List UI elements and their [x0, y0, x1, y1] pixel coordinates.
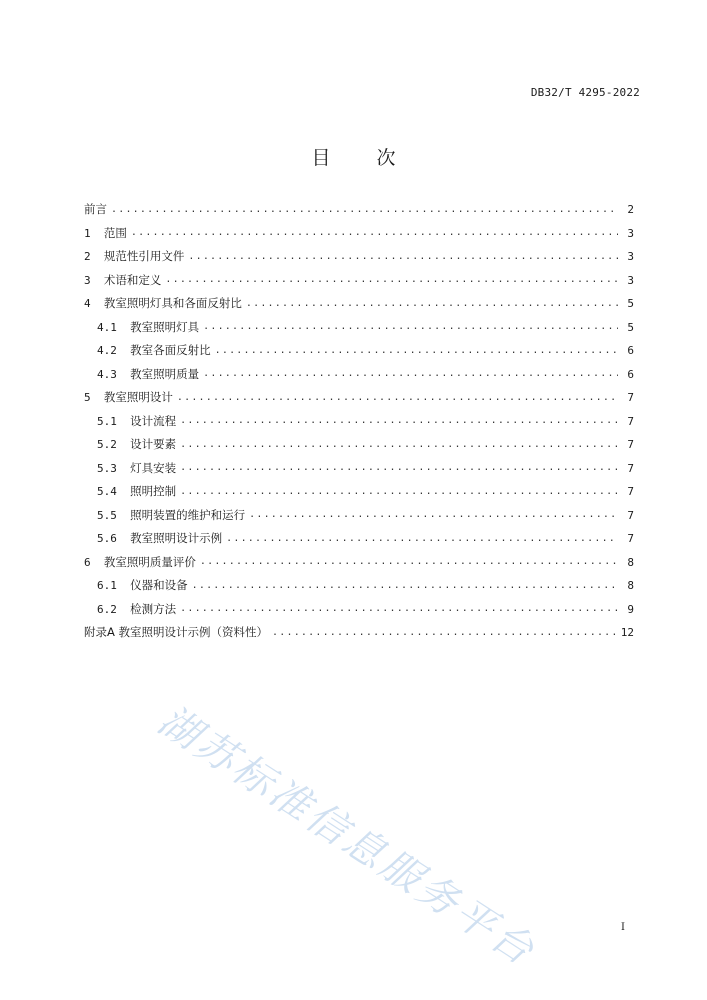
toc-entry-page: 8 — [627, 555, 634, 569]
toc-entry-label: 灯具安装 — [130, 460, 177, 475]
toc-entry[interactable] — [84, 574, 634, 598]
watermark: 湖苏标准信息服务平台 — [150, 697, 545, 976]
toc-entry-number: 4 — [84, 297, 104, 311]
toc-dot-leader — [215, 346, 618, 356]
toc-dot-leader — [111, 205, 618, 215]
toc-entry[interactable] — [84, 198, 634, 222]
toc-entry-label: 仪器和设备 — [130, 578, 188, 592]
toc-entry-number: 4.2 — [97, 344, 131, 358]
toc-entry-page: 7 — [627, 485, 634, 499]
toc-dot-leader — [246, 299, 618, 309]
toc-entry-label: 照明控制 — [130, 484, 177, 498]
page-number: I — [621, 922, 625, 933]
toc-entry-page: 3 — [627, 250, 634, 264]
toc-list — [84, 198, 634, 645]
toc-entry-page: 7 — [627, 438, 634, 452]
toc-dot-leader — [180, 463, 618, 473]
toc-dot-leader — [180, 416, 618, 426]
toc-entry-page: 2 — [627, 203, 634, 217]
toc-entry-label: 教室照明设计 — [103, 390, 173, 404]
toc-entry-page: 7 — [627, 532, 634, 546]
toc-entry-number: 4.1 — [97, 320, 131, 334]
toc-dot-leader — [203, 322, 618, 332]
toc-entry-number: 6 — [84, 555, 104, 569]
toc-entry-label: 设计流程 — [130, 413, 177, 428]
toc-entry-label: 设计要素 — [130, 437, 177, 451]
toc-entry-label: 教室照明质量 — [130, 366, 200, 381]
toc-entry-label: 教室照明设计示例 — [130, 531, 223, 545]
toc-dot-leader — [192, 581, 618, 591]
toc-entry-page: 9 — [627, 602, 634, 616]
toc-dot-leader — [180, 604, 618, 614]
toc-entry-number: 5.2 — [97, 438, 131, 452]
toc-entry-number: 5.5 — [97, 508, 131, 522]
toc-entry-label: 教室照明灯具和各面反射比 — [103, 296, 242, 310]
toc-dot-leader — [180, 440, 618, 450]
toc-entry-page: 7 — [627, 391, 634, 405]
toc-entry-label: 术语和定义 — [103, 272, 162, 287]
toc-entry[interactable] — [84, 316, 634, 340]
toc-entry[interactable] — [84, 386, 634, 410]
toc-entry-page: 8 — [627, 579, 634, 593]
toc-entry-label: 教室照明质量评价 — [103, 554, 196, 569]
toc-dot-leader — [200, 557, 618, 567]
toc-entry[interactable] — [84, 598, 634, 622]
toc-entry-page: 7 — [627, 414, 634, 428]
toc-entry[interactable] — [84, 363, 634, 387]
toc-entry-number: 2 — [84, 250, 104, 264]
toc-entry[interactable] — [84, 480, 634, 504]
toc-entry-label: 检测方法 — [130, 601, 177, 616]
toc-entry-label: 教室照明灯具 — [130, 319, 200, 334]
toc-entry[interactable] — [84, 551, 634, 575]
toc-entry[interactable] — [84, 269, 634, 293]
toc-entry-number: 5.4 — [97, 485, 131, 499]
toc-dot-leader — [203, 369, 618, 379]
toc-dot-leader — [188, 252, 618, 262]
toc-entry-label: 规范性引用文件 — [103, 249, 185, 263]
toc-dot-leader — [131, 228, 618, 238]
toc-entry-page: 7 — [627, 508, 634, 522]
toc-dot-leader — [165, 275, 618, 285]
toc-entry-label: 附录A 教室照明设计示例（资料性） — [84, 625, 269, 639]
toc-title: 目 次 — [311, 147, 416, 169]
toc-entry-page: 12 — [620, 626, 634, 640]
toc-entry-label: 照明装置的维护和运行 — [130, 507, 246, 522]
toc-entry[interactable] — [84, 527, 634, 551]
toc-entry[interactable] — [84, 621, 634, 645]
toc-entry-number: 4.3 — [97, 367, 131, 381]
toc-entry-number: 5.3 — [97, 461, 131, 475]
toc-entry-page: 3 — [627, 226, 634, 240]
toc-dot-leader — [272, 628, 617, 638]
toc-entry-page: 7 — [627, 461, 634, 475]
toc-entry[interactable] — [84, 292, 634, 316]
toc-dot-leader — [177, 393, 618, 403]
toc-entry-page: 6 — [627, 344, 634, 358]
toc-entry-page: 5 — [627, 297, 634, 311]
toc-entry[interactable] — [84, 222, 634, 246]
toc-dot-leader — [180, 487, 618, 497]
toc-entry-label: 范围 — [103, 225, 127, 240]
toc-entry-number: 6.1 — [97, 579, 131, 593]
toc-entry-number: 1 — [84, 226, 104, 240]
toc-entry[interactable] — [84, 339, 634, 363]
toc-entry[interactable] — [84, 245, 634, 269]
toc-dot-leader — [249, 510, 618, 520]
toc-entry-page: 5 — [627, 320, 634, 334]
toc-entry-page: 3 — [627, 273, 634, 287]
toc-entry[interactable] — [84, 433, 634, 457]
toc-entry[interactable] — [84, 504, 634, 528]
toc-entry-page: 6 — [627, 367, 634, 381]
toc-entry[interactable] — [84, 457, 634, 481]
toc-entry[interactable] — [84, 410, 634, 434]
toc-entry-number: 3 — [84, 273, 104, 287]
toc-entry-number: 5 — [84, 391, 104, 405]
toc-entry-number: 5.6 — [97, 532, 131, 546]
document-code: DB32/T 4295-2022 — [530, 86, 640, 99]
toc-dot-leader — [226, 534, 618, 544]
toc-entry-label: 教室各面反射比 — [130, 343, 211, 357]
toc-entry-label: 前言 — [84, 202, 107, 216]
toc-entry-number: 6.2 — [97, 602, 131, 616]
toc-entry-number: 5.1 — [97, 414, 131, 428]
